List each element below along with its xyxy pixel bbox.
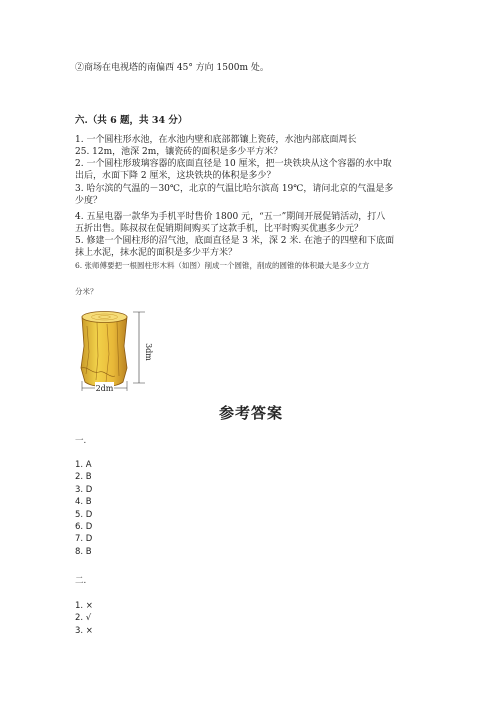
- wood-cylinder-figure: [75, 306, 165, 394]
- question-1-line-1: 1. 一个圆柱形水池，在水池内壁和底部都镶上瓷砖，水池内部底面周长: [75, 135, 357, 145]
- answer-part-2-heading: 二.: [75, 576, 87, 586]
- height-label: 3dm: [144, 343, 153, 361]
- answer-item: 7. D: [75, 534, 93, 545]
- answer-item: 4. B: [75, 497, 92, 508]
- answer-item: 2. B: [75, 472, 92, 483]
- question-6-line-2: 分米？: [75, 287, 98, 296]
- section-6-heading: 六.（共 6 题，共 34 分）: [75, 115, 188, 126]
- question-3-line-1: 3. 哈尔滨的气温的－30℃，北京的气温比哈尔滨高 19℃，请问北京的气温是多: [75, 184, 394, 194]
- answer-part-1-list: [75, 459, 92, 558]
- answer-item: 3. ×: [75, 625, 93, 636]
- answer-item: 8. B: [75, 546, 92, 557]
- question-5-line-2: 抹上水泥，抹水泥的面积是多少平方米？: [75, 248, 238, 258]
- question-5-line-1: 5. 修建一个圆柱形的沼气池，底面直径是 3 米，深 2 米. 在池子的四壁和下底面: [75, 236, 395, 246]
- diameter-label: 2dm: [95, 384, 114, 393]
- previous-answer-line: ②商场在电视塔的南偏西 45° 方向 1500m 处。: [75, 63, 269, 73]
- answer-item: 2. √: [75, 613, 92, 624]
- answer-item: 3. D: [75, 484, 93, 495]
- answer-item: 1. ×: [75, 601, 93, 611]
- answer-item: 1. A: [75, 460, 92, 470]
- answer-key-title: 参考答案: [219, 404, 284, 422]
- question-2-line-2: 出后，水面下降 2 厘米，这块铁块的体积是多少？: [75, 171, 276, 181]
- answer-part-1-heading: 一.: [75, 436, 87, 446]
- cylinder-body: [81, 317, 127, 387]
- question-2-line-1: 2. 一个圆柱形玻璃容器的底面直径是 10 厘米，把一块铁块从这个容器的水中取: [75, 159, 392, 169]
- question-4-line-1: 4. 五星电器一款华为手机平时售价 1800 元，“五一”期间开展促销活动，打八: [75, 212, 386, 222]
- cylinder-top-face: [82, 312, 127, 323]
- question-1-line-2: 25. 12m，池深 2m，镶瓷砖的面积是多少平方米？: [75, 147, 283, 157]
- answer-item: 6. D: [75, 521, 93, 532]
- answer-part-2-list: [75, 600, 93, 637]
- answer-item: 5. D: [75, 509, 93, 520]
- question-6-line-1: 6. 张师傅要把一根圆柱形木料（如图）削成一个圆锥，削成的圆锥的体积最大是多少立方: [75, 261, 370, 270]
- question-4-line-2: 五折出售。陈叔叔在促销期间购买了这款手机，比平时购买优惠多少元？: [75, 224, 364, 234]
- question-3-line-2: 少度？: [75, 196, 103, 206]
